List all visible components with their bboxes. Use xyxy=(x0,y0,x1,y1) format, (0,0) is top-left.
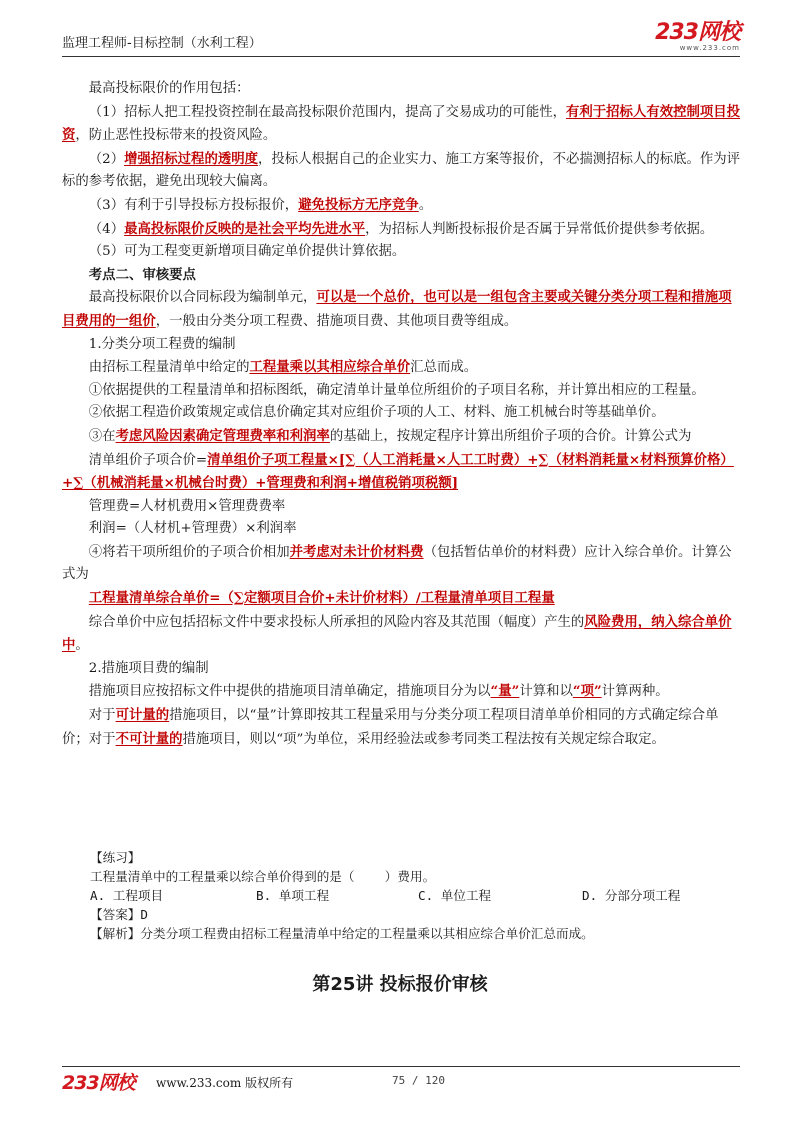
text-run: 计算两种。 xyxy=(601,684,669,700)
highlight-text: 考虑风险因素确定管理费率和利润率 xyxy=(115,427,330,444)
paragraph xyxy=(62,541,744,587)
highlight-text: 最高投标限价反映的是社会平均先进水平 xyxy=(124,220,366,237)
footer-divider xyxy=(62,1066,740,1067)
section-heading: 考点二、审核要点 xyxy=(88,266,196,283)
text-run: 对于 xyxy=(88,708,116,724)
practice-answer: 【答案】D xyxy=(90,907,148,922)
page-number: 75 / 120 xyxy=(392,1074,445,1087)
text-run: 措施项目，以“量”计算即按其工程量采用与分类分项工程项目清单单价相同的方式确定综合单价；对于 xyxy=(62,708,719,747)
text-run: 的基础上，按规定程序计算出所组价子项的合价。计算公式为 xyxy=(329,428,692,444)
text-run: 。 xyxy=(418,197,433,213)
text-run: （包括暂估单价的材料费）应计入综合单价。计算公式为 xyxy=(62,544,732,583)
text-run: 措施项目应按招标文件中提供的措施项目清单确定，措施项目分为以 xyxy=(88,684,491,700)
highlight-text: 工程量清单综合单价=（∑定额项目合价+未计价材料）/工程量清单项目工程量 xyxy=(88,590,555,607)
text-run: （4） xyxy=(88,221,125,237)
formula: 管理费=人材机费用×管理费费率 xyxy=(88,498,286,514)
header-divider xyxy=(62,56,740,57)
text-run: （2） xyxy=(88,151,125,167)
footer-logo[interactable]: 233网校 xyxy=(62,1072,135,1094)
practice-block xyxy=(90,848,740,943)
highlight-text: 清单组价子项工程量×[∑（人工消耗量×人工工时费）+∑（材料消耗量×材料预算价格）+∑（机械消耗量×机械台时费）+管理费和利润+增值税销项税额] xyxy=(62,451,734,492)
highlight-text: 并考虑对未计价材料费 xyxy=(289,543,424,560)
text-run: 综合单价中应包括招标文件中要求投标人所承担的风险内容及其范围（幅度）产生的 xyxy=(88,614,585,630)
highlight-text: “量” xyxy=(490,683,520,700)
document-body xyxy=(62,78,744,751)
practice-options xyxy=(90,886,740,905)
highlight-text: 增强招标过程的透明度 xyxy=(124,150,259,167)
option-d: D. 分部分项工程 xyxy=(582,888,681,903)
text-run: 汇总而成。 xyxy=(410,360,478,376)
text-run: 由招标工程量清单中给定的 xyxy=(88,360,250,376)
text-run: 最高投标限价以合同标段为编制单元， xyxy=(88,290,317,306)
lecture-title: 第25讲 投标报价审核 xyxy=(312,974,488,995)
text-run: ③在 xyxy=(88,428,116,444)
highlight-text: 不可计量的 xyxy=(115,730,183,747)
text-run: ，为招标人判断投标报价是否属于异常低价提供参考依据。 xyxy=(365,221,714,237)
text-run: （3）有利于引导投标方投标报价， xyxy=(88,197,299,213)
paragraph xyxy=(62,704,744,751)
option-b: B. 单项工程 xyxy=(256,888,330,903)
document-title: 监理工程师-目标控制（水利工程） xyxy=(62,36,262,51)
paragraph: （5）可为工程变更新增项目确定单价提供计算依据。 xyxy=(88,244,406,260)
highlight-text: 可计量的 xyxy=(115,707,170,724)
copyright-text: www.233.com 版权所有 xyxy=(156,1076,294,1090)
page-header xyxy=(62,20,740,56)
text-run: 措施项目，则以“项”为单位，采用经验法或参考同类工程法按有关规定综合取定。 xyxy=(182,731,665,747)
practice-question: 工程量清单中的工程量乘以综合单价得到的是（ ）费用。 xyxy=(90,869,436,884)
paragraph xyxy=(62,194,744,218)
text-run: ④将若干项所组价的子项合价相加 xyxy=(88,544,290,560)
paragraph xyxy=(62,148,744,194)
highlight-text: 可以是一个总价，也可以是一组包含主要或关键分类分项工程和措施项目费用的一组价 xyxy=(62,289,732,329)
paragraph: 最高投标限价的作用包括： xyxy=(88,81,250,96)
highlight-text: 工程量乘以其相应综合单价 xyxy=(249,359,411,376)
practice-heading: 【练习】 xyxy=(90,850,141,865)
logo-url: www.233.com xyxy=(679,44,740,52)
paragraph xyxy=(62,218,744,242)
paragraph xyxy=(62,425,744,449)
brand-logo[interactable] xyxy=(655,22,740,52)
paragraph xyxy=(62,286,744,333)
logo-text: 233网校 xyxy=(655,20,740,45)
text-run: ，防止恶性投标带来的投资风险。 xyxy=(75,128,277,144)
formula: 利润=（人材机+管理费）×利润率 xyxy=(88,521,297,537)
text-run: 清单组价子项合价= xyxy=(88,452,208,468)
option-a: A. 工程项目 xyxy=(90,888,164,903)
page-footer xyxy=(62,1070,740,1094)
practice-analysis: 【解析】分类分项工程费由招标工程量清单中给定的工程量乘以其相应综合单价汇总而成。 xyxy=(90,926,594,941)
text-run: 。 xyxy=(75,638,89,654)
formula xyxy=(62,449,744,496)
text-run: ，投标人根据自己的企业实力、施工方案等报价，不必揣测招标人的标底。作为评标的参考依据，避免出现较大偏离。 xyxy=(62,151,741,190)
paragraph xyxy=(62,101,744,148)
highlight-text: 风险费用，纳入综合单价中 xyxy=(62,613,732,654)
option-c: C. 单位工程 xyxy=(418,888,492,903)
text-run: ，一般由分类分项工程费、措施项目费、其他项目费等组成。 xyxy=(155,313,518,329)
paragraph: ②依据工程造价政策规定或信息价确定其对应组价子项的人工、材料、施工机械台时等基础单价。 xyxy=(88,405,665,421)
subsection-heading: 2.措施项目费的编制 xyxy=(88,660,209,676)
paragraph xyxy=(62,680,744,704)
text-run: （1）招标人把工程投资控制在最高投标限价范围内，提高了交易成功的可能性， xyxy=(88,104,566,120)
formula xyxy=(62,587,744,611)
highlight-text: “项” xyxy=(572,683,602,700)
highlight-text: 避免投标方无序竞争 xyxy=(298,196,419,213)
paragraph: ①依据提供的工程量清单和招标图纸，确定清单计量单位所组价的子项目名称，并计算出相应的工程量。 xyxy=(88,382,705,398)
highlight-text: 有利于招标人有效控制项目投资 xyxy=(62,103,741,144)
paragraph xyxy=(62,611,744,658)
text-run: 计算和以 xyxy=(519,684,573,700)
subsection-heading: 1.分类分项工程费的编制 xyxy=(88,336,236,352)
paragraph xyxy=(62,356,744,380)
